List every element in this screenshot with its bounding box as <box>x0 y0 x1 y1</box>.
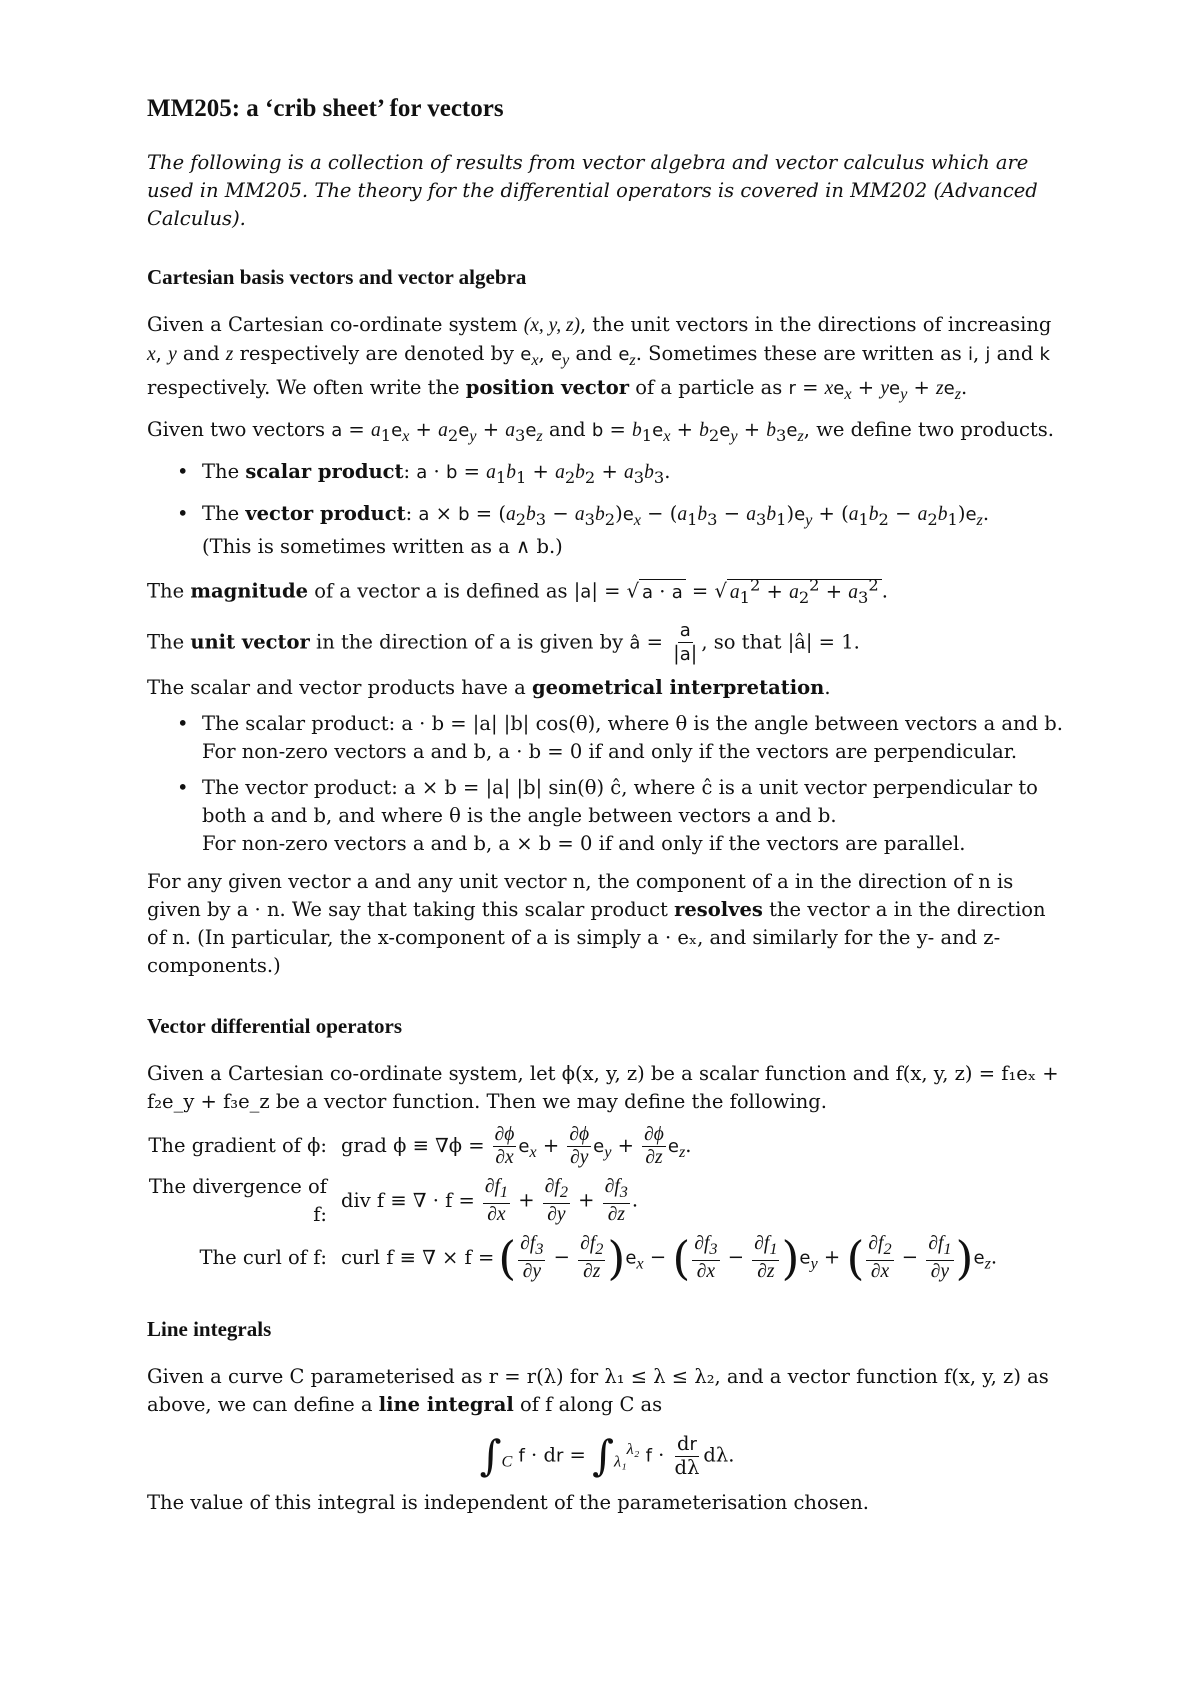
document-page <box>147 95 1067 1525</box>
paragraph-unit-vector: The unit vector in the direction of a is given by â = $\frac{a}{|a|}$ , so that |â| = 1. <box>147 619 860 665</box>
paragraph-geometrical: The scalar and vector products have a geometrical interpretation. <box>147 675 831 699</box>
list-item-vector-product: • The vector product: $a \times b = (a_2b_3 - a_3b_2)e_x - (a_1b_3 - a_3b_1)e_y + (a_1b_2 - a_2b_1)e_z$. (This is sometimes written as a ∧ b.) <box>177 501 990 559</box>
paragraph-line-integral: Given a curve C parameterised as r = r(λ) for λ₁ ≤ λ ≤ λ₂, and a vector function f(x, y, z) as above, we can define a line integral of f along C as <box>147 1364 1049 1416</box>
paragraph-resolve: For any given vector a and any unit vector n, the component of a in the direction of n is given by a · n. We say that taking this scalar product resolves the vector a in the direction of n. (In particular, the x-component of a is simply a · eₓ, and similarly for the y- and z-components.) <box>147 869 1046 977</box>
gradient-definition: The gradient of ϕ: grad ϕ ≡ ∇ϕ = $\frac{\partial\phi}{\partial x}$ $e_x$ + $\frac{\partial\phi}{\partial y}$ $e_y$ + $\frac{\partial\phi}{\partial z}$ $e_z$. <box>148 1123 692 1168</box>
page-title: MM205: a ‘crib sheet’ for vectors <box>147 95 504 122</box>
line-integral-equation: $\int_C$ f · dr = $\int_{\lambda_1}^{\lambda_2}$ f · $\frac{dr}{d\lambda}$ dλ. <box>479 1430 735 1480</box>
list-item-scalar-product: • The scalar product: $a \cdot b = a_1b_1 + a_2b_2 + a_3b_3$. <box>177 459 671 487</box>
section-heading-differential-operators: Vector differential operators <box>147 1013 403 1038</box>
paragraph-operators-intro: Given a Cartesian co-ordinate system, let ϕ(x, y, z) be a scalar function and f(x, y, z) = f₁eₓ + f₂e_y + f₃e_z be a vector function. Then we may define the following. <box>147 1061 1059 1113</box>
operator-definitions <box>147 1124 1067 1283</box>
list-item-scalar-geometric: • The scalar product: a · b = |a| |b| cos(θ), where θ is the angle between vectors a and b. For non-zero vectors a and b, a · b = 0 if and only if the vectors are perpendicular. <box>177 711 1063 763</box>
list-item-vector-geometric: • The vector product: a × b = |a| |b| sin(θ) ĉ, where ĉ is a unit vector perpendicular to both a and b, and where θ is the angle between vectors a and b. For non-zero vectors a and b, a × b = 0 if and only if the vectors are parallel. <box>177 775 1038 855</box>
section-heading-line-integrals: Line integrals <box>147 1316 272 1341</box>
curl-definition: The curl of f: curl f ≡ ∇ × f = ( $\frac{\partial f_3}{\partial y}$ − $\frac{\partial f_2}{\partial z}$ )$e_x$ − ( $\frac{\partial f_3}{\partial x}$ − $\frac{\partial f_1}{\partial z}$ )$e_y$ + ( $\frac{\partial f_2}{\partial x}$ − $\frac{\partial f_1}{\partial y}$ )$e_z$. <box>199 1230 998 1285</box>
paragraph-two-vectors: Given two vectors $a = a_1e_x + a_2e_y + a_3e_z$ and $b = b_1e_x + b_2e_y + b_3e_z$, we define two products. <box>147 417 1054 445</box>
product-list <box>147 458 1067 562</box>
paragraph-independence: The value of this integral is independent of the parameterisation chosen. <box>147 1490 870 1514</box>
paragraph-basis-vectors: Given a Cartesian co-ordinate system (x, y, z), the unit vectors in the directions of increasing x, y and z respectively are denoted by $e_x$, $e_y$ and $e_z$. Sometimes these are written as i, j and k respectively. We often write the position vector of a particle as $r = xe_x + ye_y + ze_z$. <box>147 313 1052 403</box>
geometric-list <box>147 710 1067 858</box>
paragraph-magnitude: The magnitude of a vector a is defined as |a| = √ a · a = √ $a_1^2 + a_2^2 + a_3^2$ . <box>147 575 888 607</box>
section-heading-vector-algebra: Cartesian basis vectors and vector algebra <box>147 265 527 289</box>
divergence-definition: The divergence of f: div f ≡ ∇ · f = $\frac{\partial f_1}{\partial x}$ + $\frac{\partial f_2}{\partial y}$ + $\frac{\partial f_3}{\partial z}$ . <box>148 1174 639 1226</box>
intro-paragraph: The following is a collection of results from vector algebra and vector calculus which are used in MM205. The theory for the differential operators is covered in MM202 (Advanced Calculus). <box>147 151 1038 230</box>
